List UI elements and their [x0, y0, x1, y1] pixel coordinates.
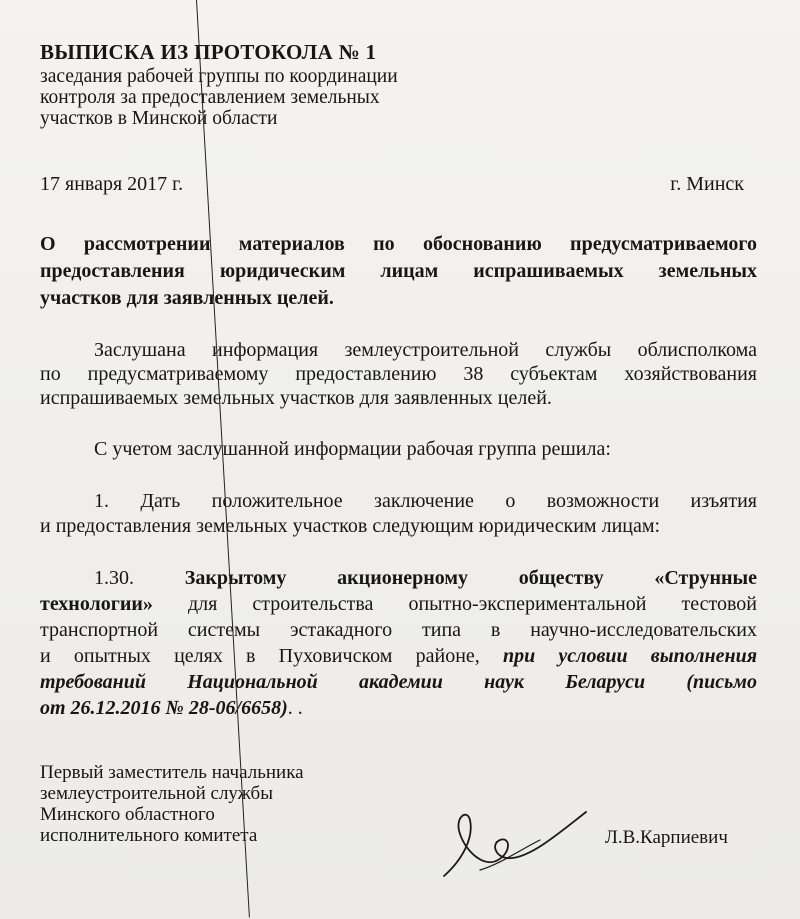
subject-line-1: О рассмотрении материалов по обоснованию предусматриваемого: [40, 233, 757, 255]
item130-org-part1: Закрытому акционерному обществу «Струнные: [184, 567, 758, 589]
item130-line-3: транспортной системы эстакадного типа в научно-исследовательских: [40, 619, 757, 641]
item130-org-part2: технологии»: [40, 593, 153, 615]
item1-line-1: 1. Дать положительное заключение о возможности изъятия: [94, 490, 757, 512]
item130-line2-rest: для строительства опытно-экспериментальной тестовой: [188, 593, 758, 615]
item130-line-4: [40, 645, 757, 668]
para1-line-3: испрашиваемых земельных участков для заявленных целей.: [40, 387, 552, 409]
item130-line4-plain: и опытных целях в Пуховичском районе,: [40, 645, 480, 667]
item130-line-2: [40, 593, 757, 616]
meeting-city: г. Минск: [670, 173, 744, 195]
signer-name: Л.В.Карпиевич: [605, 827, 728, 848]
meeting-date: 17 января 2017 г.: [40, 173, 184, 195]
item130-line-5: требований Национальной академии наук Беларуси (письмо: [40, 671, 757, 693]
item130-line4-italic: при условии выполнения: [502, 645, 758, 667]
subject-line-2: предоставления юридическим лицам испрашиваемых земельных: [40, 260, 757, 282]
subtitle-line-2: контроля за предоставлением земельных: [40, 87, 380, 108]
para1-line-2: по предусматриваемому предоставлению 38 субъектам хозяйствования: [40, 363, 757, 385]
item130-line6-end: . .: [287, 697, 303, 719]
signer-position-line-4: исполнительного комитета: [40, 825, 258, 846]
subject-line-3: участков для заявленных целей.: [40, 287, 334, 309]
signer-position-line-3: Минского областного: [40, 804, 215, 825]
handwritten-signature: [440, 790, 590, 885]
item130-line-1: [94, 567, 757, 590]
signer-position-line-1: Первый заместитель начальника: [40, 762, 304, 783]
para1-line-1: Заслушана информация землеустроительной службы облисполкома: [94, 339, 757, 361]
item1-line-2: и предоставления земельных участков следующим юридическим лицам:: [40, 515, 661, 537]
subtitle-line-3: участков в Минской области: [40, 108, 278, 129]
subtitle-line-1: заседания рабочей группы по координации: [40, 66, 398, 87]
para2: С учетом заслушанной информации рабочая группа решила:: [94, 438, 611, 460]
item130-line6-italic: от 26.12.2016 № 28-06/6658): [40, 697, 288, 719]
item130-number: 1.30.: [94, 567, 134, 589]
signer-position-line-2: землеустроительной службы: [40, 783, 273, 804]
document-title: ВЫПИСКА ИЗ ПРОТОКОЛА № 1: [40, 40, 377, 64]
item130-line-6: [40, 697, 303, 720]
